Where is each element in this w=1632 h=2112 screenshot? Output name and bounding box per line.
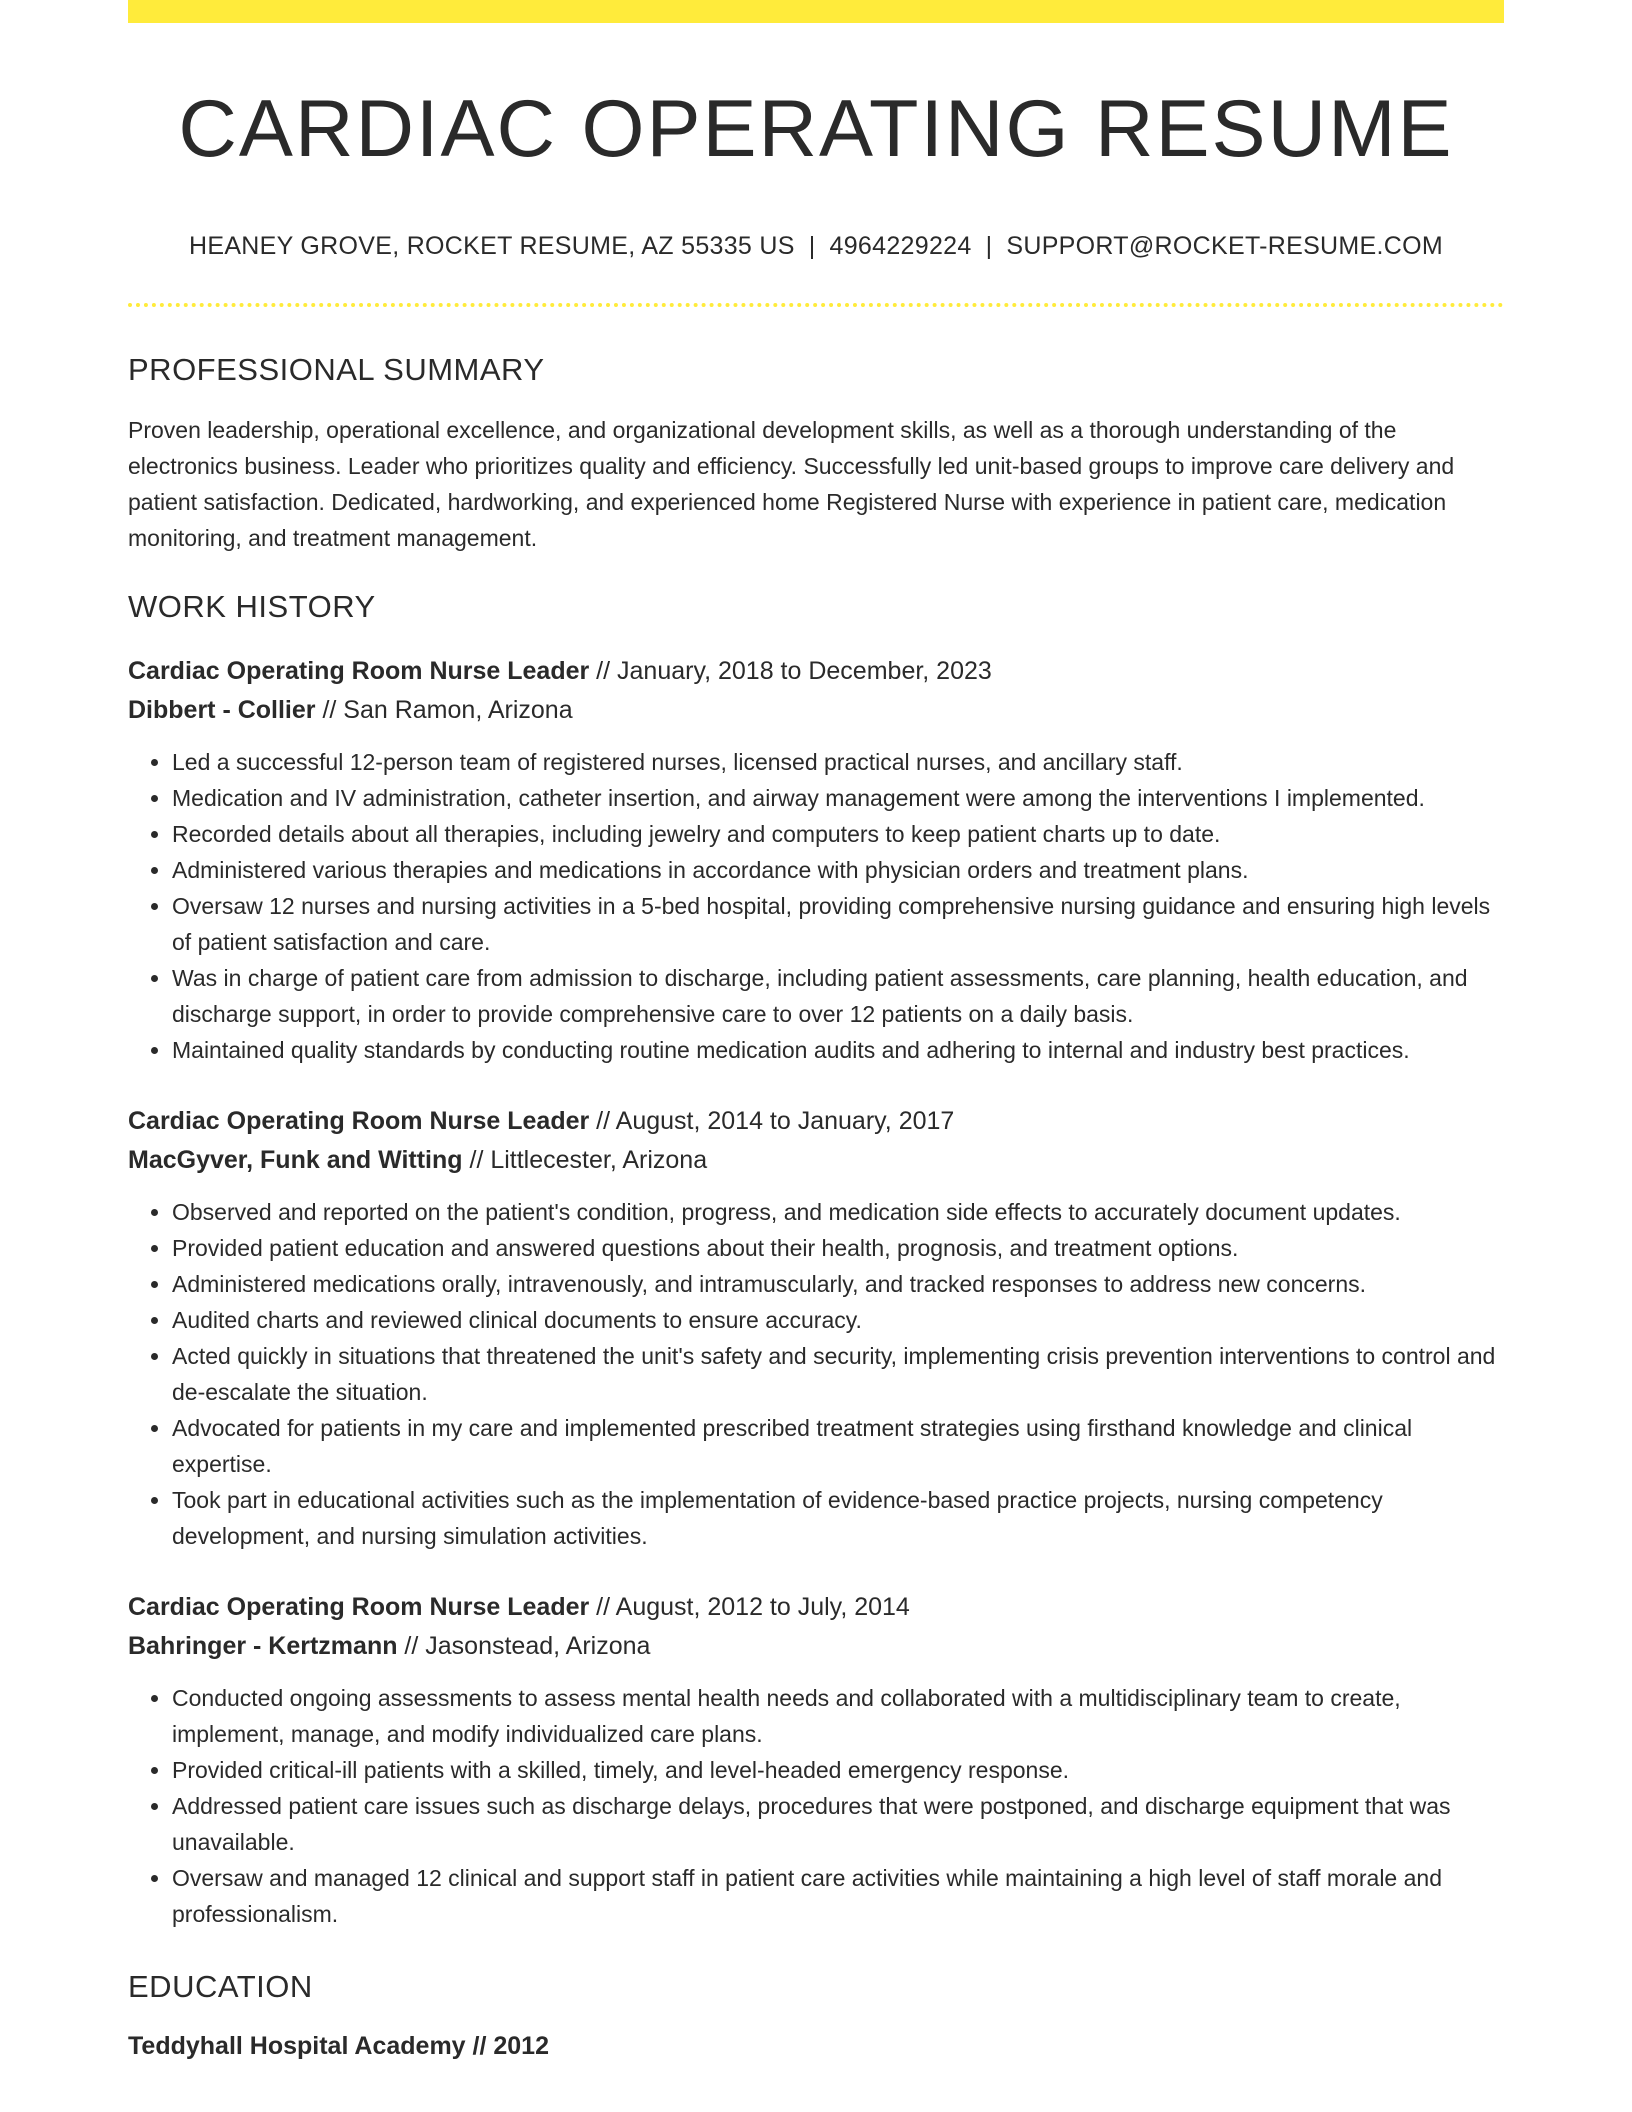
job-title-line <box>128 1102 1504 1141</box>
job-bullet-list <box>128 744 1504 1068</box>
job-bullet: • Administered various therapies and medications in accordance with physician orders and treatment plans. <box>172 852 1504 888</box>
job-company: Bahringer - Kertzmann <box>128 1631 398 1660</box>
job-bullet: • Medication and IV administration, catheter insertion, and airway management were among the interventions I implemented. <box>172 780 1504 816</box>
education-entry-text: Teddyhall Hospital Academy // 2012 <box>128 2031 549 2060</box>
work-history-heading: WORK HISTORY <box>128 589 376 625</box>
contact-phone: 4964229224 <box>829 232 972 261</box>
contact-separator: | <box>985 232 993 261</box>
job-location: // Jasonstead, Arizona <box>397 1631 651 1660</box>
job-entry <box>128 1102 1504 1554</box>
job-bullet: • Provided critical-ill patients with a skilled, timely, and level-headed emergency response. <box>172 1752 1504 1788</box>
work-history-list <box>128 652 1504 1932</box>
contact-separator: | <box>808 232 816 261</box>
job-title: Cardiac Operating Room Nurse Leader <box>128 656 590 685</box>
job-bullet: • Observed and reported on the patient's condition, progress, and medication side effects to accurately document updates. <box>172 1194 1504 1230</box>
job-bullet: • Took part in educational activities such as the implementation of evidence-based practice projects, nursing competency development, and nursing simulation activities. <box>172 1482 1504 1554</box>
job-bullet-list <box>128 1194 1504 1554</box>
job-entry <box>128 652 1504 1068</box>
resume-title: CARDIAC OPERATING RESUME <box>178 84 1454 174</box>
job-location: // Littlecester, Arizona <box>462 1145 708 1174</box>
job-title-line <box>128 1588 1504 1627</box>
job-dates: // August, 2012 to July, 2014 <box>589 1592 910 1621</box>
contact-address: HEANEY GROVE, ROCKET RESUME, AZ 55335 US <box>189 232 795 261</box>
job-company: MacGyver, Funk and Witting <box>128 1145 463 1174</box>
job-bullet-list <box>128 1680 1504 1932</box>
job-company-line <box>128 691 1504 730</box>
job-title: Cardiac Operating Room Nurse Leader <box>128 1106 590 1135</box>
summary-text: Proven leadership, operational excellence, and organizational development skills, as well as a thorough understanding of the electronics business. Leader who prioritizes quality and efficiency. Successfully led unit-based groups to improve care delivery and patient satisfaction. Dedicated, hardworking, and experienced home Registered Nurse with experience in patient care, medication monitoring, and treatment management. <box>128 417 1455 552</box>
job-dates: // January, 2018 to December, 2023 <box>589 656 992 685</box>
contact-email: SUPPORT@ROCKET-RESUME.COM <box>1006 232 1443 261</box>
job-bullet: • Administered medications orally, intravenously, and intramuscularly, and tracked responses to address new concerns. <box>172 1266 1504 1302</box>
job-bullet: • Advocated for patients in my care and implemented prescribed treatment strategies using firsthand knowledge and clinical expertise. <box>172 1410 1504 1482</box>
job-bullet: • Addressed patient care issues such as discharge delays, procedures that were postponed, and discharge equipment that was unavailable. <box>172 1788 1504 1860</box>
job-bullet: • Oversaw and managed 12 clinical and support staff in patient care activities while maintaining a high level of staff morale and professionalism. <box>172 1860 1504 1932</box>
job-location: // San Ramon, Arizona <box>315 695 573 724</box>
job-bullet: • Audited charts and reviewed clinical documents to ensure accuracy. <box>172 1302 1504 1338</box>
job-bullet: • Conducted ongoing assessments to assess mental health needs and collaborated with a multidisciplinary team to create, implement, manage, and modify individualized care plans. <box>172 1680 1504 1752</box>
header-divider <box>128 303 1504 307</box>
job-bullet: • Maintained quality standards by conducting routine medication audits and adhering to internal and industry best practices. <box>172 1032 1504 1068</box>
job-company-line <box>128 1627 1504 1666</box>
resume-page <box>128 0 1504 2066</box>
summary-heading: PROFESSIONAL SUMMARY <box>128 352 545 388</box>
job-title: Cardiac Operating Room Nurse Leader <box>128 1592 590 1621</box>
job-entry <box>128 1588 1504 1932</box>
education-heading: EDUCATION <box>128 1968 313 2004</box>
job-dates: // August, 2014 to January, 2017 <box>589 1106 955 1135</box>
job-bullet: • Acted quickly in situations that threatened the unit's safety and security, implementing crisis prevention interventions to control and de-escalate the situation. <box>172 1338 1504 1410</box>
job-bullet: • Oversaw 12 nurses and nursing activities in a 5-bed hospital, providing comprehensive nursing guidance and ensuring high levels of patient satisfaction and care. <box>172 888 1504 960</box>
job-title-line <box>128 652 1504 691</box>
job-company: Dibbert - Collier <box>128 695 316 724</box>
job-bullet: • Provided patient education and answered questions about their health, prognosis, and treatment options. <box>172 1230 1504 1266</box>
accent-top-bar <box>128 0 1504 23</box>
job-bullet: • Was in charge of patient care from admission to discharge, including patient assessments, care planning, health education, and discharge support, in order to provide comprehensive care to over 12 patients on a daily basis. <box>172 960 1504 1032</box>
job-company-line <box>128 1141 1504 1180</box>
contact-line <box>128 231 1504 261</box>
job-bullet: • Recorded details about all therapies, including jewelry and computers to keep patient charts up to date. <box>172 816 1504 852</box>
job-bullet: • Led a successful 12-person team of registered nurses, licensed practical nurses, and ancillary staff. <box>172 744 1504 780</box>
education-entry <box>128 2027 1504 2066</box>
